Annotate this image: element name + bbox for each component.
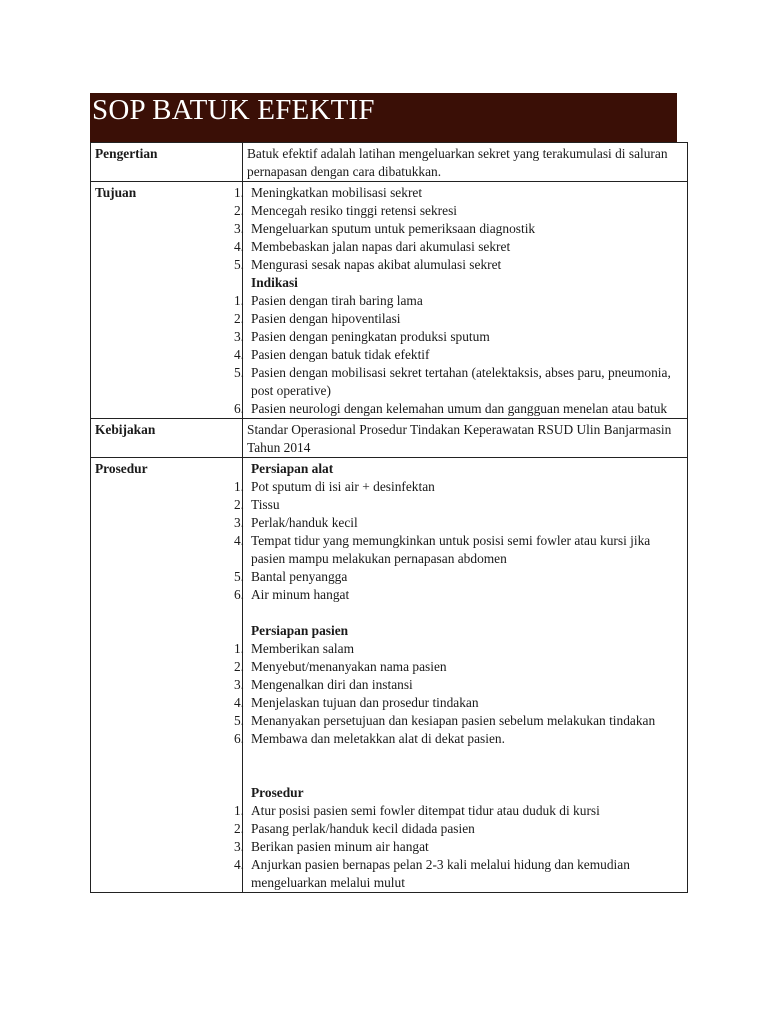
list-item <box>233 238 683 256</box>
list-item-text: Pasien dengan hipoventilasi <box>251 311 401 326</box>
list-number: 2. <box>233 821 244 836</box>
list-item <box>233 712 683 730</box>
list-item <box>233 856 683 892</box>
list-item <box>233 838 683 856</box>
list-number: 1. <box>233 479 244 494</box>
indikasi-heading: Indikasi <box>251 275 298 290</box>
list-item <box>233 220 683 238</box>
list-item-text: Tempat tidur yang memungkinkan untuk posisi semi fowler atau kursi jika pasien mampu melakukan pernapasan abdomen <box>251 533 651 566</box>
list-number: 3. <box>233 221 244 236</box>
list-number: 4. <box>233 695 244 710</box>
list-item <box>233 694 683 712</box>
list-number: 3. <box>233 839 244 854</box>
label-kebijakan: Kebijakan <box>91 419 243 458</box>
list-item-text: Meningkatkan mobilisasi sekret <box>251 185 423 200</box>
list-item <box>233 346 683 364</box>
list-number: 2. <box>233 203 244 218</box>
indikasi-list <box>233 292 683 418</box>
list-number: 5. <box>233 257 244 272</box>
persiapan-pasien-list <box>233 640 683 748</box>
list-item-text: Mengurasi sesak napas akibat alumulasi sekret <box>251 257 502 272</box>
document-title: SOP BATUK EFEKTIF <box>92 94 375 126</box>
label-pengertian: Pengertian <box>91 143 243 182</box>
tujuan-content <box>233 182 688 419</box>
list-number: 5. <box>233 365 244 380</box>
list-number: 6. <box>233 587 244 602</box>
list-item-text: Pasien dengan peningkatan produksi sputum <box>251 329 490 344</box>
row-kebijakan <box>91 419 688 458</box>
row-tujuan <box>91 182 688 419</box>
list-item <box>233 184 683 202</box>
list-item <box>233 514 683 532</box>
row-prosedur <box>91 458 688 893</box>
list-item-text: Atur posisi pasien semi fowler ditempat tidur atau duduk di kursi <box>251 803 600 818</box>
list-number: 5. <box>233 713 244 728</box>
list-item <box>233 496 683 514</box>
list-item-text: Menjelaskan tujuan dan prosedur tindakan <box>251 695 479 710</box>
list-item-text: Pasien dengan batuk tidak efektif <box>251 347 430 362</box>
list-number: 2. <box>233 311 244 326</box>
pengertian-text: Batuk efektif adalah latihan mengeluarkan sekret yang terakumulasi di saluran pernapasan dengan cara dibatukkan. <box>243 143 688 182</box>
list-item <box>233 586 683 604</box>
list-item-text: Pasien neurologi dengan kelemahan umum dan gangguan menelan atau batuk <box>251 401 668 416</box>
list-number: 3. <box>233 677 244 692</box>
list-item-text: Perlak/handuk kecil <box>251 515 358 530</box>
list-number: 1. <box>233 185 244 200</box>
list-item-text: Bantal penyangga <box>251 569 348 584</box>
persiapan-alat-heading: Persiapan alat <box>251 461 334 476</box>
list-item-text: Pasien dengan tirah baring lama <box>251 293 423 308</box>
list-number: 4. <box>233 533 244 548</box>
list-item-text: Anjurkan pasien bernapas pelan 2-3 kali melalui hidung dan kemudian mengeluarkan melalui mulut <box>251 857 630 890</box>
list-item-text: Menyebut/menanyakan nama pasien <box>251 659 447 674</box>
list-number: 6. <box>233 731 244 746</box>
list-item-text: Membawa dan meletakkan alat di dekat pasien. <box>251 731 505 746</box>
list-number: 4. <box>233 239 244 254</box>
list-item <box>233 568 683 586</box>
prosedur-list <box>233 802 683 892</box>
list-item-text: Air minum hangat <box>251 587 350 602</box>
list-number: 4. <box>233 857 244 872</box>
list-item <box>233 328 683 346</box>
title-banner <box>90 93 677 142</box>
list-item-text: Pasien dengan mobilisasi sekret tertahan (atelektaksis, abses paru, pneumonia, post operative) <box>251 365 671 398</box>
list-item <box>233 292 683 310</box>
list-item-text: Tissu <box>251 497 280 512</box>
kebijakan-text: Standar Operasional Prosedur Tindakan Keperawatan RSUD Ulin Banjarmasin Tahun 2014 <box>243 419 688 458</box>
prosedur-content <box>233 458 688 893</box>
list-item <box>233 532 683 568</box>
list-item <box>233 400 683 418</box>
list-item <box>233 640 683 658</box>
list-item <box>233 202 683 220</box>
list-number: 3. <box>233 329 244 344</box>
list-number: 4. <box>233 347 244 362</box>
prosedur-heading: Prosedur <box>251 785 304 800</box>
list-item-text: Mengeluarkan sputum untuk pemeriksaan diagnostik <box>251 221 536 236</box>
list-item-text: Memberikan salam <box>251 641 354 656</box>
label-prosedur: Prosedur <box>91 458 243 893</box>
list-number: 6. <box>233 401 244 416</box>
list-item <box>233 256 683 274</box>
list-item-text: Membebaskan jalan napas dari akumulasi sekret <box>251 239 511 254</box>
tujuan-list <box>233 184 683 274</box>
list-item-text: Mengenalkan diri dan instansi <box>251 677 413 692</box>
list-number: 1. <box>233 641 244 656</box>
list-item <box>233 802 683 820</box>
spacer <box>247 604 683 622</box>
list-number: 2. <box>233 497 244 512</box>
persiapan-alat-list <box>233 478 683 604</box>
list-number: 1. <box>233 293 244 308</box>
list-number: 3. <box>233 515 244 530</box>
list-item <box>233 676 683 694</box>
list-number: 5. <box>233 569 244 584</box>
list-number: 2. <box>233 659 244 674</box>
list-number: 1. <box>233 803 244 818</box>
list-item-text: Berikan pasien minum air hangat <box>251 839 429 854</box>
list-item-text: Pasang perlak/handuk kecil didada pasien <box>251 821 475 836</box>
list-item-text: Pot sputum di isi air + desinfektan <box>251 479 435 494</box>
list-item <box>233 478 683 496</box>
list-item <box>233 820 683 838</box>
list-item-text: Menanyakan persetujuan dan kesiapan pasien sebelum melakukan tindakan <box>251 713 656 728</box>
persiapan-pasien-heading: Persiapan pasien <box>251 623 349 638</box>
list-item <box>233 658 683 676</box>
label-tujuan: Tujuan <box>91 182 243 419</box>
list-item <box>233 730 683 748</box>
spacer <box>247 748 683 784</box>
sop-table <box>90 142 688 893</box>
list-item <box>233 364 683 400</box>
row-pengertian <box>91 143 688 182</box>
list-item <box>233 310 683 328</box>
list-item-text: Mencegah resiko tinggi retensi sekresi <box>251 203 458 218</box>
